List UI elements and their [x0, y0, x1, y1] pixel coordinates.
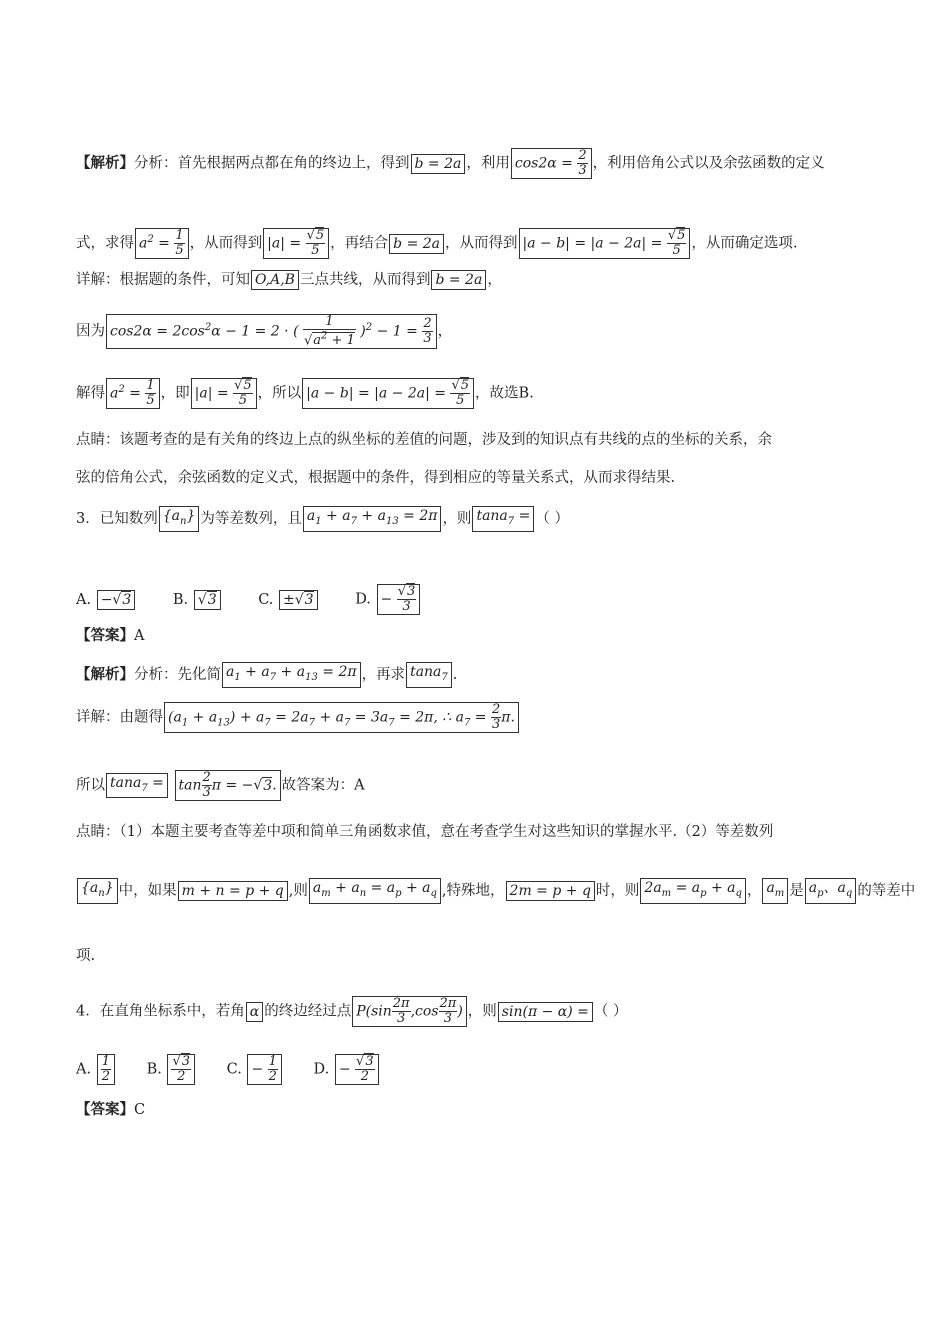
formula-sin-pi-minus-a: sin(π − α) = [498, 1002, 593, 1022]
formula-abs-diff: |a − b| = |a − 2a| = $\frac{√5}{5}$ [519, 228, 691, 259]
formula-cos-double: $\cos 2\alpha = 2\cos^2\alpha - 1 = 2$ · ( $\frac{1}{√a^2 + 1}$ )$^2$ − 1 = $\frac{2}{3}$ [106, 314, 437, 349]
question-3: 3．已知数列 $\{a_n\}$ 为等差数列，且 $a_1 + a_7 + a_{13} = 2\pi$ ，则 tana$_7$ = （ ） [76, 506, 880, 532]
formula-abs-a-result: |a| = $\frac{√5}{5}$ [191, 378, 257, 409]
formula-b-eq-2a: b = 2a [411, 154, 466, 174]
formula-a2-result: $a^2$ = $\frac{1}{5}$ [106, 378, 160, 409]
comment-line-1: 点睛：该题考查的是有关角的终边上点的纵坐标的差值的问题，涉及到的知识点有共线的点的坐标的关系，余 [76, 432, 772, 448]
analysis-label: 【解析】 [76, 154, 134, 172]
options-q3 [76, 584, 880, 615]
formula-a7-solve: $(a_1 + a_{13}) + a_7 = 2a_7 + a_7 = 3a_7 = 2\pi$, ∴ $a_7$ = $\frac{2}{3}$ π. [164, 702, 519, 733]
detail-line-3: 解得 $a^2$ = $\frac{1}{5}$ ，即 |a| = $\frac{√5}{5}$ ，所以 |a − b| = |a − 2a| = $\frac{√5}{5}$ ，故选B. [76, 378, 534, 408]
formula-cos2a: cos2α = $\frac{2}{3}$ [511, 148, 592, 179]
formula-abs-a: |a| = $\frac{√5}{5}$ [263, 228, 329, 259]
formula-tan-a7-3: tana$_7$ = [106, 773, 168, 799]
detail-line-2: 因为 $\cos 2\alpha = 2\cos^2\alpha - 1 = 2$ · ( $\frac{1}{√a^2 + 1}$ )$^2$ − 1 = $\frac{2}{3}$ ， [76, 314, 453, 349]
formula-oab: O,A,B [251, 270, 299, 290]
formula-point-p: P(sin $\frac{2\pi}{3}$ ,cos $\frac{2\pi}{3}$ ) [352, 996, 467, 1027]
formula-b-eq-2a-3: b = 2a [431, 270, 486, 290]
formula-abs-diff-result: |a − b| = |a − 2a| = $\frac{√5}{5}$ [302, 378, 474, 409]
option-c-q4: C. − $\frac{1}{2}$ [227, 1054, 283, 1085]
option-c: C. ±√3 [258, 588, 318, 612]
option-d-q4: D. − $\frac{√3}{2}$ [314, 1054, 380, 1085]
question-4: 4．在直角坐标系中，若角 α 的终边经过点 P(sin $\frac{2\pi}{3}$ ,cos $\frac{2\pi}{3}$ ) ，则 sin(π − α) = （ ） [76, 996, 628, 1026]
option-a: A. −√3 [76, 588, 136, 612]
formula-sum-terms-2: $a_1 + a_7 + a_{13} = 2\pi$ [222, 662, 361, 688]
analysis-line-1: 【解析】分析：首先根据两点都在角的终边上，得到 b = 2a ，利用 cos2α = $\frac{2}{3}$ ，利用倍角公式以及余弦函数的定义 [76, 148, 825, 178]
q3-analysis-line-2: 详解：由题得 $(a_1 + a_{13}) + a_7 = 2a_7 + a_7 = 3a_7 = 2\pi$, ∴ $a_7$ = $\frac{2}{3}$ π. [76, 702, 880, 733]
formula-a2: $a^2$ = $\frac{1}{5}$ [135, 228, 189, 259]
formula-alpha: α [246, 1002, 263, 1022]
q3-comment-line-2: $\{a_n\}$ 中，如果 m + n = p + q ,则 $a_m + a_n = a_p + a_q$ ,特殊地， 2m = p + q 时，则 $2a_m = a_p + a_q$ ， $a_m$ 是 $a_p$、$a_q$ 的等差中 [76, 878, 880, 904]
formula-tan-a7: tana$_7$ = [472, 506, 534, 532]
analysis-line-2: 式，求得 $a^2$ = $\frac{1}{5}$ ，从而得到 |a| = $\frac{√5}{5}$ ，再结合 b = 2a ，从而得到 |a − b| = |a − 2a| = $\frac{√5}{5}$ ，从而确定选项. [76, 228, 798, 258]
q3-analysis-line-1: 【解析】分析：先化简 $a_1 + a_7 + a_{13} = 2\pi$ ，再求 tana$_7$ . [76, 662, 880, 688]
option-b-q4: B. $\frac{√3}{2}$ [147, 1054, 196, 1085]
formula-b-eq-2a-2: b = 2a [389, 234, 444, 254]
comment-line-2: 弦的倍角公式，余弦函数的定义式，根据题中的条件，得到相应的等量关系式，从而求得结果. [76, 470, 676, 486]
option-b: B. √3 [173, 588, 222, 612]
formula-seq-an-2: $\{a_n\}$ [77, 878, 118, 904]
formula-tan-a7-2: tana$_7$ [406, 662, 452, 688]
options-q4 [76, 1054, 880, 1085]
detail-line-1: 详解：根据题的条件，可知 O,A,B 三点共线，从而得到 b = 2a ， [76, 272, 502, 288]
option-a-q4: A. $\frac{1}{2}$ [76, 1054, 116, 1085]
option-d: D. − $\frac{√3}{3}$ [355, 584, 421, 615]
formula-tan-value: tan $\frac{2}{3}$ π = −√3. [175, 770, 281, 801]
q3-comment-line-3: 项. [76, 948, 96, 964]
formula-sum-terms: $a_1 + a_7 + a_{13} = 2\pi$ [303, 506, 442, 532]
formula-seq-an: $\{a_n\}$ [159, 506, 200, 532]
q3-analysis-line-3: 所以 tana$_7$ = tan $\frac{2}{3}$ π = −√3. 故答案为：A [76, 770, 365, 800]
answer-q4: 【答案】C [76, 1101, 146, 1118]
q3-comment-line-1: 点睛：（1）本题主要考查等差中项和简单三角函数求值，意在考查学生对这些知识的掌握水平.（2）等差数列 [76, 824, 774, 840]
answer-q3: 【答案】A [76, 627, 145, 644]
